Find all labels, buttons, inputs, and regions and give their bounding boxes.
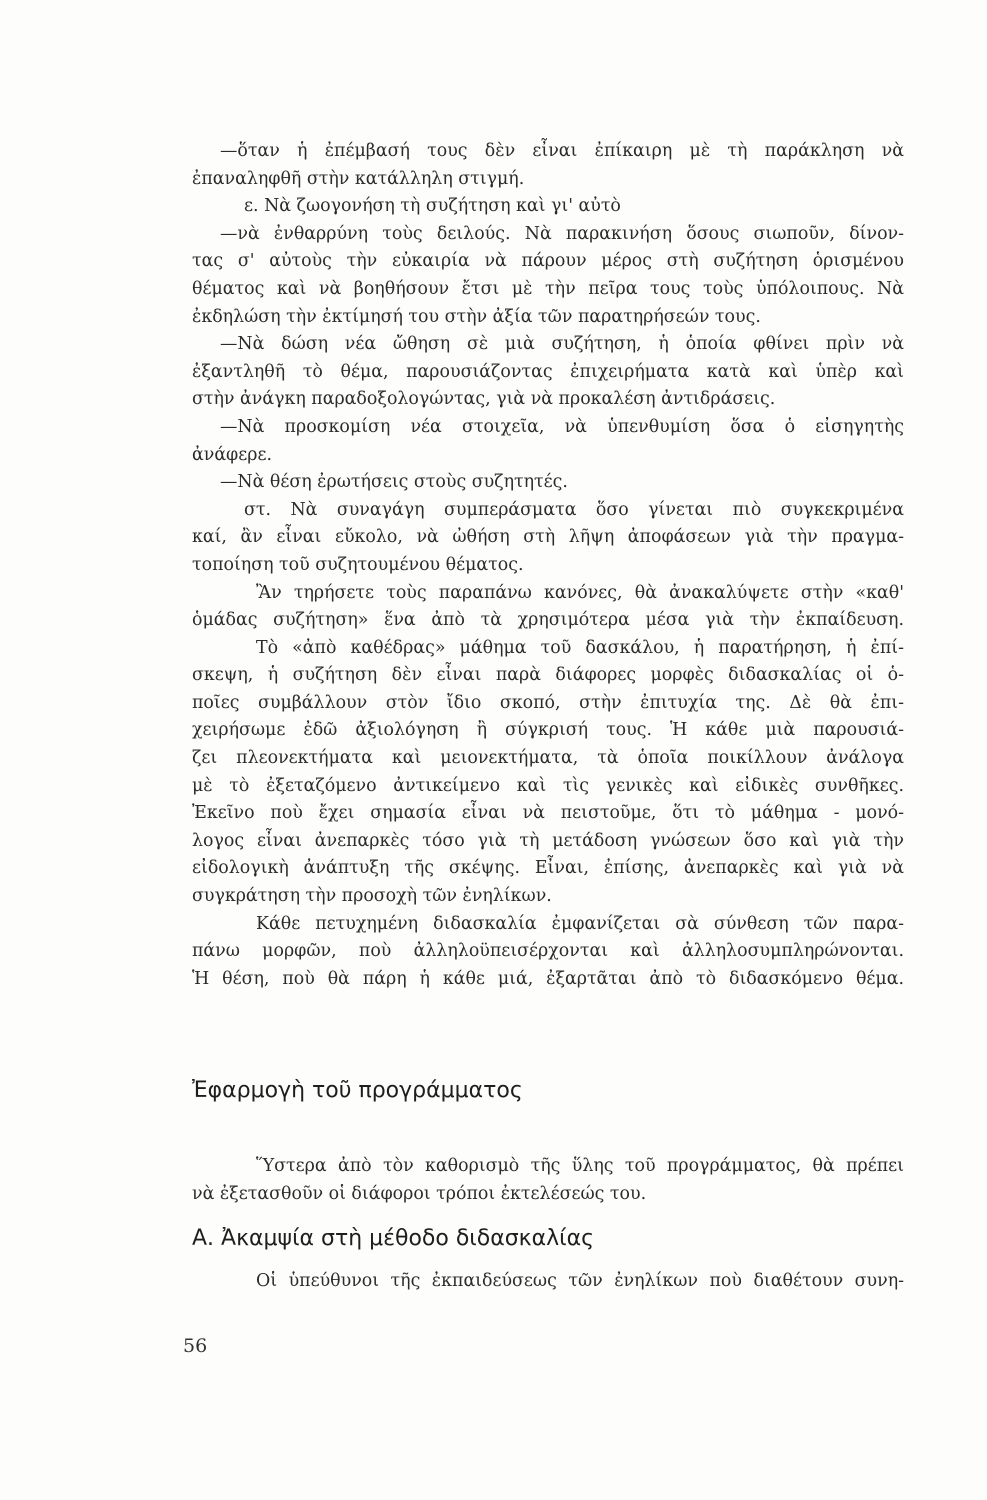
text-line: μὲ τὸ ἐξεταζόμενο ἀντικείμενο καὶ τὶς γενικὲς καὶ εἰδικὲς συνθῆκες. [192,775,904,796]
text-line: καί, ἂν εἶναι εὔκολο, νὰ ὠθήση στὴ λῆψη ἀποφάσεων γιὰ τὴν πραγμα- [192,527,904,548]
text-line: ζει πλεονεκτήματα καὶ μειονεκτήματα, τὰ ὁποῖα ποικίλλουν ἀνάλογα [192,748,904,769]
text-line: Οἱ ὑπεύθυνοι τῆς ἐκπαιδεύσεως τῶν ἐνηλίκων ποὺ διαθέτουν συνη- [256,1271,904,1291]
text-line: ε. Νὰ ζωογονήση τὴ συζήτηση καὶ γι' αὐτὸ [244,196,621,217]
text-line: ἐκδηλώση τὴν ἐκτίμησή του στὴν ἀξία τῶν παρατηρήσεών τους. [192,306,761,327]
section-heading-a: Α. Ἀκαμψία στὴ μέθοδο διδασκαλίας [192,1226,595,1251]
text-line: ὁμάδας συζήτηση» ἕνα ἀπὸ τὰ χρησιμότερα μέσα γιὰ τὴν ἐκπαίδευση. [192,610,904,631]
page-number: 56 [183,1335,208,1357]
program-paragraph [192,1152,904,1208]
text-line: εἰδολογικὴ ἀνάπτυξη τῆς σκέψης. Εἶναι, ἐπίσης, ἀνεπαρκὲς καὶ γιὰ νὰ [192,858,904,879]
text-line: θέματος καὶ νὰ βοηθήσουν ἔτσι μὲ τὴν πεῖρα τους τοὺς ὑπόλοιπους. Νὰ [192,278,904,299]
text-line: ἐξαντληθῆ τὸ θέμα, παρουσιάζοντας ἐπιχειρήματα κατὰ καὶ ὑπὲρ καὶ [192,361,904,382]
text-line: Ἐκεῖνο ποὺ ἔχει σημασία εἶναι νὰ πειστοῦμε, ὅτι τὸ μάθημα - μονό- [192,803,904,824]
text-line: τοποίηση τοῦ συζητουμένου θέματος. [192,554,524,575]
text-line: ἀνάφερε. [192,444,273,465]
text-line: Ὕστερα ἀπὸ τὸν καθορισμὸ τῆς ὕλης τοῦ προγράμματος, θὰ πρέπει [256,1156,904,1176]
text-line: —ὅταν ἡ ἐπέμβασή τους δὲν εἶναι ἐπίκαιρη μὲ τὴ παράκληση νὰ [220,141,904,161]
text-line: σκεψη, ἡ συζήτηση δὲν εἶναι παρὰ διάφορες μορφὲς διδασκαλίας οἱ ὁ- [192,665,904,686]
text-line: —νὰ ἐνθαρρύνη τοὺς δειλούς. Νὰ παρακινήση ὅσους σιωποῦν, δίνον- [220,223,904,244]
text-line: ἐπαναληφθῆ στὴν κατάλληλη στιγμή. [192,168,525,189]
text-line: ποῖες συμβάλλουν στὸν ἴδιο σκοπό, στὴν ἐπιτυχία της. Δὲ θὰ ἐπι- [192,692,904,713]
section-heading-program: Ἐφαρμογὴ τοῦ προγράμματος [192,1078,523,1103]
text-line: Τὸ «ἀπὸ καθέδρας» μάθημα τοῦ δασκάλου, ἡ παρατήρηση, ἡ ἐπί- [256,637,904,658]
text-line: στ. Νὰ συναγάγη συμπεράσματα ὅσο γίνεται πιὸ συγκεκριμένα [244,499,904,520]
text-line: πάνω μορφῶν, ποὺ ἀλληλοϋπεισέρχονται καὶ ἀλληλοσυμπληρώνονται. [192,941,904,962]
text-line: τας σ' αὐτοὺς τὴν εὐκαιρία νὰ πάρουν μέρος στὴ συζήτηση ὁρισμένου [192,251,904,272]
text-line: —Νὰ προσκομίση νέα στοιχεῖα, νὰ ὑπενθυμίση ὅσα ὁ εἰσηγητὴς [220,416,904,437]
text-line: συγκράτηση τὴν προσοχὴ τῶν ἐνηλίκων. [192,886,552,907]
text-line: χειρήσωμε ἐδῶ ἀξιολόγηση ἢ σύγκρισή τους. Ἡ κάθε μιὰ παρουσιά- [192,720,904,741]
text-line: —Νὰ δώση νέα ὤθηση σὲ μιὰ συζήτηση, ἡ ὁποία φθίνει πρὶν νὰ [220,334,904,355]
text-line: Κάθε πετυχημένη διδασκαλία ἐμφανίζεται σὰ σύνθεση τῶν παρα- [256,913,904,934]
section-a-paragraph [192,1267,904,1295]
text-line: νὰ ἐξετασθοῦν οἱ διάφοροι τρόποι ἐκτελέσεώς του. [192,1184,647,1204]
body-text [192,138,904,993]
text-line: —Νὰ θέση ἐρωτήσεις στοὺς συζητητές. [220,472,568,493]
text-line: Ἡ θέση, ποὺ θὰ πάρη ἡ κάθε μιά, ἐξαρτᾶται ἀπὸ τὸ διδασκόμενο θέμα. [192,968,904,989]
text-line: Ἂν τηρήσετε τοὺς παραπάνω κανόνες, θὰ ἀνακαλύψετε στὴν «καθ' [256,582,904,603]
text-line: λογος εἶναι ἀνεπαρκὲς τόσο γιὰ τὴ μετάδοση γνώσεων ὅσο καὶ γιὰ τὴν [192,830,904,851]
text-line: στὴν ἀνάγκη παραδοξολογώντας, γιὰ νὰ προκαλέση ἀντιδράσεις. [192,389,776,410]
